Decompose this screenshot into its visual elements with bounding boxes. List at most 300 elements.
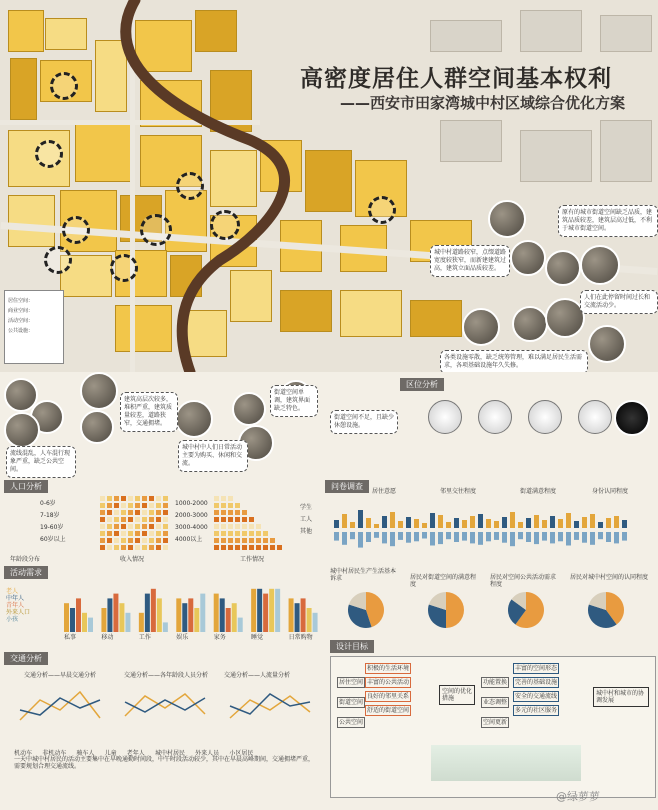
design-outcome: 城中村和城市的协调发展 <box>593 687 649 707</box>
design-left: 街道空间 <box>339 699 364 706</box>
grid-cell <box>135 524 140 529</box>
legend-migrant: 外来人口 <box>6 609 31 616</box>
activity-bar <box>275 589 280 632</box>
survey-bar <box>390 532 395 546</box>
survey-bar <box>518 522 523 528</box>
note-stay: 人们在此停留时间过长和交流活动少。 <box>580 290 658 314</box>
grid-cell <box>135 538 140 543</box>
survey-bar <box>582 517 587 528</box>
survey-bar <box>510 512 515 528</box>
activity-space-marker <box>62 216 90 244</box>
pop-label: 60岁以上 <box>40 536 66 543</box>
grid-cell <box>142 503 147 508</box>
grid-cell <box>142 531 147 536</box>
activity-bar <box>194 608 199 632</box>
survey-bar <box>542 532 547 541</box>
design-left: 居住空间 <box>339 679 364 686</box>
grid-cell <box>214 531 219 536</box>
design-left: 公共空间 <box>339 719 364 726</box>
activity-bar <box>145 594 150 632</box>
survey-bar <box>526 518 531 528</box>
grid-cell <box>214 545 219 550</box>
grid-cell <box>214 538 219 543</box>
note-road: 城中村道路较窄，点缀道路宽度较狭窄，而新建建筑过高，建筑立面品质较差。 <box>430 245 510 277</box>
activity-space-marker <box>368 196 396 224</box>
activity-category-label: 娱乐 <box>176 634 189 641</box>
street-photo <box>580 245 620 285</box>
activity-bar <box>188 598 193 632</box>
grid-cell <box>163 517 168 522</box>
grid-cell <box>100 496 105 501</box>
activity-space-marker <box>35 140 63 168</box>
survey-bar <box>366 532 371 542</box>
grid-cell <box>121 517 126 522</box>
survey-bar <box>502 532 507 543</box>
traffic-lines <box>10 680 320 736</box>
grid-cell <box>277 545 282 550</box>
survey-bar <box>414 519 419 528</box>
page-subtitle: ——西安市田家湾城中村区域综合优化方案 <box>340 94 626 112</box>
pie-caption: 居民对城中村空间的认同程度 <box>570 574 649 581</box>
section-population: 人口分析 <box>4 480 48 493</box>
street-photo <box>175 400 213 438</box>
zone-diagram <box>528 400 562 434</box>
survey-header: 邻里交往程度 <box>440 488 477 495</box>
grid-cell <box>107 531 112 536</box>
section-survey: 问卷调查 <box>325 480 369 493</box>
grid-cell <box>256 524 261 529</box>
grid-cell <box>235 517 240 522</box>
design-diagram <box>330 656 656 798</box>
grid-cell <box>235 538 240 543</box>
note-building: 建筑高层次较多，堆积严重，建筑质量较差，道路狭窄，交通拥堵。 <box>120 392 178 432</box>
grid-cell <box>121 538 126 543</box>
grid-cell <box>121 524 126 529</box>
survey-bar <box>374 524 379 528</box>
grid-cell <box>221 531 226 536</box>
activity-space-marker <box>140 214 172 246</box>
activity-bar <box>76 598 81 632</box>
survey-bar <box>590 514 595 528</box>
street-photo <box>510 240 546 276</box>
grid-cell <box>114 503 119 508</box>
grid-cell <box>135 517 140 522</box>
note-interface: 街道空间单调，建筑界面缺乏特色。 <box>270 385 318 417</box>
activity-bar <box>251 589 256 632</box>
activity-bar <box>82 613 87 632</box>
grid-cell <box>107 545 112 550</box>
grid-cell <box>263 531 268 536</box>
activity-bar <box>301 598 306 632</box>
survey-bar <box>558 532 563 541</box>
grid-cell <box>249 545 254 550</box>
survey-bar <box>462 520 467 528</box>
activity-space-marker <box>210 210 240 240</box>
survey-header: 街道满意程度 <box>520 488 557 495</box>
activity-bar <box>226 608 231 632</box>
grid-cell <box>156 496 161 501</box>
grid-cell <box>128 517 133 522</box>
survey-bar <box>422 532 427 539</box>
grid-cell <box>149 510 154 515</box>
survey-bar <box>398 532 403 540</box>
pop-caption: 收入情况 <box>120 556 145 563</box>
survey-bar <box>614 516 619 528</box>
survey-bar <box>566 513 571 528</box>
grid-cell <box>114 538 119 543</box>
survey-bar <box>470 516 475 528</box>
survey-bar <box>406 517 411 528</box>
street-photo <box>4 412 40 448</box>
map-legend <box>4 290 64 364</box>
activity-bar <box>157 598 162 632</box>
grid-cell <box>263 545 268 550</box>
grid-cell <box>235 531 240 536</box>
grid-cell <box>142 524 147 529</box>
legend-item: 公共设施： <box>8 328 34 334</box>
legend-item: 商业空间： <box>8 308 34 314</box>
note-facility: 各类设施零散，缺乏统筹管理，难以满足居民生活需求，各项基础设施年久失修。 <box>440 350 588 372</box>
design-goal: 多元的社区服务 <box>515 707 558 714</box>
grid-cell <box>100 545 105 550</box>
traffic-legend-item: 机动车 <box>14 750 33 757</box>
grid-cell <box>107 496 112 501</box>
survey-bar <box>358 532 363 548</box>
grid-cell <box>135 496 140 501</box>
grid-cell <box>142 517 147 522</box>
grid-cell <box>235 503 240 508</box>
survey-bar <box>430 532 435 546</box>
zone-diagram <box>578 400 612 434</box>
grid-cell <box>114 517 119 522</box>
activity-bar <box>88 618 93 632</box>
grid-cell <box>100 531 105 536</box>
section-activity: 活动需求 <box>4 566 48 579</box>
occupation-label: 其他 <box>300 528 313 535</box>
grid-cell <box>128 503 133 508</box>
pie-caption: 居民对空间公共活动需求程度 <box>490 574 557 588</box>
grid-cell <box>149 538 154 543</box>
grid-cell <box>107 538 112 543</box>
legend-middle: 中年人 <box>6 595 25 602</box>
income-label: 4000以上 <box>175 536 203 543</box>
survey-bar <box>470 532 475 543</box>
activity-space-marker <box>50 72 78 100</box>
grid-cell <box>135 545 140 550</box>
grid-cell <box>107 524 112 529</box>
survey-bar <box>598 522 603 528</box>
survey-bar <box>502 517 507 528</box>
survey-bar <box>350 532 355 539</box>
grid-cell <box>221 496 226 501</box>
grid-cell <box>249 531 254 536</box>
grid-cell <box>135 510 140 515</box>
grid-cell <box>163 503 168 508</box>
survey-bar <box>398 521 403 528</box>
grid-cell <box>214 503 219 508</box>
grid-cell <box>228 517 233 522</box>
traffic-legend-item: 儿童 <box>104 750 117 757</box>
activity-bar <box>101 608 106 632</box>
survey-bar <box>510 532 515 546</box>
survey-bar <box>598 532 603 539</box>
design-goal: 丰富的公共活动 <box>367 679 410 686</box>
activity-bar <box>238 618 243 632</box>
grid-cell <box>249 524 254 529</box>
grid-cell <box>149 517 154 522</box>
survey-bar <box>390 512 395 528</box>
grid-cell <box>235 524 240 529</box>
survey-bar <box>534 515 539 528</box>
activity-bar <box>64 603 69 632</box>
survey-bar <box>582 532 587 543</box>
survey-bar <box>382 532 387 543</box>
survey-bar <box>534 532 539 544</box>
traffic-legend-item: 小区居民 <box>229 750 254 757</box>
legend-item: 活动空间： <box>8 318 34 324</box>
grid-cell <box>107 503 112 508</box>
grid-cell <box>135 503 140 508</box>
note-rest: 街道空间不足，且缺少休憩设施。 <box>330 410 398 434</box>
survey-bar <box>606 518 611 528</box>
survey-bar <box>350 522 355 528</box>
legend-child: 小孩 <box>6 616 19 623</box>
activity-bar <box>119 603 124 632</box>
survey-bar <box>622 520 627 528</box>
grid-cell <box>214 496 219 501</box>
pop-label: 19-60岁 <box>40 524 64 531</box>
survey-header: 居住意愿 <box>372 488 397 495</box>
income-grid <box>100 496 170 552</box>
survey-bar <box>446 532 451 539</box>
grid-cell <box>156 517 161 522</box>
grid-cell <box>221 524 226 529</box>
legend-elder: 老人 <box>6 588 19 595</box>
traffic-legend-item: 外来人员 <box>195 750 220 757</box>
grid-cell <box>156 510 161 515</box>
grid-cell <box>242 510 247 515</box>
activity-bar <box>125 613 130 632</box>
survey-bar <box>334 532 339 541</box>
survey-bar <box>430 513 435 528</box>
street-photo <box>80 372 118 410</box>
grid-cell <box>263 538 268 543</box>
grid-cell <box>135 531 140 536</box>
grid-cell <box>270 538 275 543</box>
section-zone: 区位分析 <box>400 378 444 391</box>
grid-cell <box>100 503 105 508</box>
pop-caption: 工作情况 <box>240 556 265 563</box>
legend-youth: 青年人 <box>6 602 25 609</box>
survey-bar <box>406 532 411 543</box>
traffic-legend-item: 老年人 <box>126 750 145 757</box>
grid-cell <box>163 538 168 543</box>
grid-cell <box>221 538 226 543</box>
grid-cell <box>163 545 168 550</box>
grid-cell <box>214 517 219 522</box>
design-right: 业态调整 <box>483 699 508 706</box>
grid-cell <box>149 524 154 529</box>
grid-cell <box>149 545 154 550</box>
grid-cell <box>163 531 168 536</box>
grid-cell <box>221 510 226 515</box>
grid-cell <box>242 517 247 522</box>
survey-bar <box>558 519 563 528</box>
grid-cell <box>163 496 168 501</box>
activity-space-marker <box>176 172 204 200</box>
grid-cell <box>242 531 247 536</box>
grid-cell <box>221 545 226 550</box>
income-label: 2000-3000 <box>175 512 208 519</box>
survey-bar <box>454 532 459 542</box>
grid-cell <box>121 531 126 536</box>
pie-slice <box>446 592 464 628</box>
grid-cell <box>156 545 161 550</box>
activity-bar <box>200 594 205 632</box>
grid-cell <box>100 510 105 515</box>
grid-cell <box>156 524 161 529</box>
survey-bar <box>462 532 467 541</box>
survey-bar <box>454 518 459 528</box>
grid-cell <box>249 538 254 543</box>
survey-bar <box>446 522 451 528</box>
survey-bar <box>526 532 531 542</box>
grid-cell <box>242 545 247 550</box>
survey-bar <box>494 532 499 540</box>
pop-label: 7-18岁 <box>40 512 60 519</box>
grid-cell <box>235 510 240 515</box>
survey-bar <box>614 532 619 543</box>
occupation-grid <box>214 496 294 552</box>
note-flow: 流线混乱，人车混行现象严重，缺乏公共空间。 <box>6 446 76 478</box>
site-map <box>0 0 658 372</box>
design-goal: 完善的基础设施 <box>515 679 558 686</box>
grid-cell <box>156 531 161 536</box>
activity-bar <box>151 589 156 632</box>
activity-bar <box>257 589 262 632</box>
design-right: 空间更新 <box>483 719 508 726</box>
grid-cell <box>114 524 119 529</box>
grid-cell <box>242 524 247 529</box>
activity-category-label: 工作 <box>138 634 151 641</box>
grid-cell <box>235 545 240 550</box>
grid-cell <box>228 503 233 508</box>
activity-bar <box>214 594 219 632</box>
activity-bar <box>220 598 225 632</box>
grid-cell <box>228 531 233 536</box>
survey-bar <box>438 532 443 544</box>
grid-cell <box>128 531 133 536</box>
grid-cell <box>121 503 126 508</box>
survey-bar <box>334 520 339 528</box>
grid-cell <box>228 545 233 550</box>
design-goal: 舒适的街道空间 <box>367 707 410 714</box>
grid-cell <box>142 510 147 515</box>
survey-bar <box>422 523 427 528</box>
street-photo <box>462 308 500 346</box>
survey-bar <box>494 521 499 528</box>
grid-cell <box>121 545 126 550</box>
pop-label: 0-6岁 <box>40 500 56 507</box>
grid-cell <box>121 496 126 501</box>
activity-bar <box>289 598 294 632</box>
income-label: 3000-4000 <box>175 524 208 531</box>
grid-cell <box>114 545 119 550</box>
activity-category-label: 日常购物 <box>288 634 313 641</box>
design-right: 功能置换 <box>483 679 508 686</box>
design-goal: 积极的生活环境 <box>367 665 410 672</box>
grid-cell <box>256 545 261 550</box>
activity-bar <box>295 603 300 632</box>
activity-bar <box>107 598 112 632</box>
traffic-chart-title: 交通分析——早晨交通分析 <box>24 672 97 679</box>
grid-cell <box>128 510 133 515</box>
street-photo <box>545 298 585 338</box>
income-label: 1000-2000 <box>175 500 208 507</box>
pop-caption: 年龄段分布 <box>10 556 41 563</box>
survey-bar <box>358 510 363 528</box>
survey-bar <box>566 532 571 546</box>
grid-cell <box>128 538 133 543</box>
grid-cell <box>100 538 105 543</box>
activity-bar <box>232 603 237 632</box>
note-activity: 城中村中人们日常活动主要为购买、休闲和交流。 <box>178 440 248 472</box>
zone-diagram <box>428 400 462 434</box>
grid-cell <box>121 510 126 515</box>
grid-cell <box>149 503 154 508</box>
design-scene <box>431 745 581 781</box>
grid-cell <box>128 545 133 550</box>
survey-bar <box>550 516 555 528</box>
grid-cell <box>242 538 247 543</box>
activity-bar <box>113 594 118 632</box>
activity-bar <box>313 613 318 632</box>
page-title: 高密度居住人群空间基本权利 <box>300 66 612 92</box>
note-street: 原有的城市街道空间缺乏品质，建筑品质较差，建筑层高过低，不利于城市街道空间。 <box>558 205 658 237</box>
pie-caption: 居民对街道空间的满意程度 <box>410 574 477 588</box>
activity-category-label: 移动 <box>101 634 114 641</box>
activity-bar <box>263 594 268 632</box>
occupation-label: 学生 <box>300 504 313 511</box>
survey-bar <box>574 521 579 528</box>
survey-bar <box>606 532 611 542</box>
grid-cell <box>142 496 147 501</box>
grid-cell <box>156 503 161 508</box>
grid-cell <box>228 510 233 515</box>
grid-cell <box>256 531 261 536</box>
survey-header: 身份认同程度 <box>592 488 629 495</box>
survey-bar <box>478 514 483 528</box>
design-goal: 丰富的空间形态 <box>515 665 558 672</box>
activity-bar <box>176 598 181 632</box>
grid-cell <box>100 524 105 529</box>
grid-cell <box>128 524 133 529</box>
grid-cell <box>114 496 119 501</box>
section-traffic: 交通分析 <box>4 652 48 665</box>
street-photo <box>545 250 581 286</box>
activity-bar <box>163 622 168 632</box>
grid-cell <box>149 531 154 536</box>
street-photo <box>232 392 266 426</box>
traffic-chart-title: 交通分析——人流量分析 <box>224 672 291 679</box>
legend-item: 居住空间： <box>8 298 34 304</box>
activity-space-marker <box>44 246 72 274</box>
survey-bar <box>574 532 579 540</box>
design-goal: 安全的交通流线 <box>515 693 558 700</box>
survey-bar <box>374 532 379 538</box>
grid-cell <box>214 524 219 529</box>
activity-category-label: 睡觉 <box>251 634 264 641</box>
